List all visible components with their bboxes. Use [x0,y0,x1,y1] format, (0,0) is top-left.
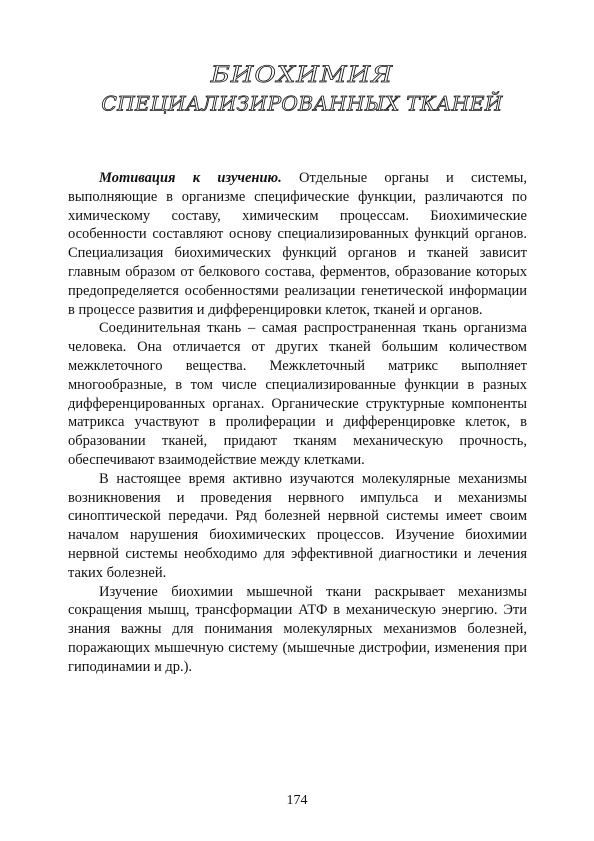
paragraph-lead: Мотивация к изучению. [99,170,282,186]
chapter-title-line-2: СПЕЦИАЛИЗИРОВАННЫХ ТКАНЕЙ [101,93,503,116]
paragraph-text: Отдельные органы и системы, выполняющие в организме специфические функции, различаются по химическому составу, химическим процессам. Биохимические особенности составляют основу специализированных функций органов. Специализация биохимических функций органов и тканей зависит главным образом от белкового состава, ферментов, образование которых предопределяется особенностями реализации генетической информации в процессе развития и дифференцировки клеток, тканей и органов. [68,170,527,318]
chapter-title-line-1: БИОХИМИЯ [210,62,394,88]
paragraph-motivation [68,169,527,319]
paragraph-muscle-tissue: Изучение биохимии мышечной ткани раскрывает механизмы сокращения мышц, трансформации АТФ в механическую энергию. Эти знания важны для понимания молекулярных механизмов болезней, поражающих мышечную систему (мышечные дистрофии, изменения при гиподинамии и др.). [68,583,527,675]
body-text [68,169,527,677]
paragraph-nervous-system: В настоящее время активно изучаются молекулярные механизмы возникновения и проведения нервного импульса и механизмы синоптической передачи. Ряд болезней нервной системы имеет своим началом нарушения биохимических процессов. Изучение биохимии нервной системы необходимо для эффективной диагностики и лечения таких болезней. [68,470,527,581]
paragraph-connective-tissue: Соединительная ткань – самая распространенная ткань организма человека. Она отличается от других тканей большим количеством межклеточного вещества. Межклеточный матрикс выполняет многообразные, в том числе специализированные функции в разных дифференцированных органах. Органические структурные компоненты матрикса участвуют в пролиферации и дифференцировке клеток, в образовании тканей, придают тканям механическую прочность, обеспечивают взаимодействие между клетками. [68,320,527,468]
page-number: 174 [286,793,308,808]
chapter-title [82,58,522,120]
